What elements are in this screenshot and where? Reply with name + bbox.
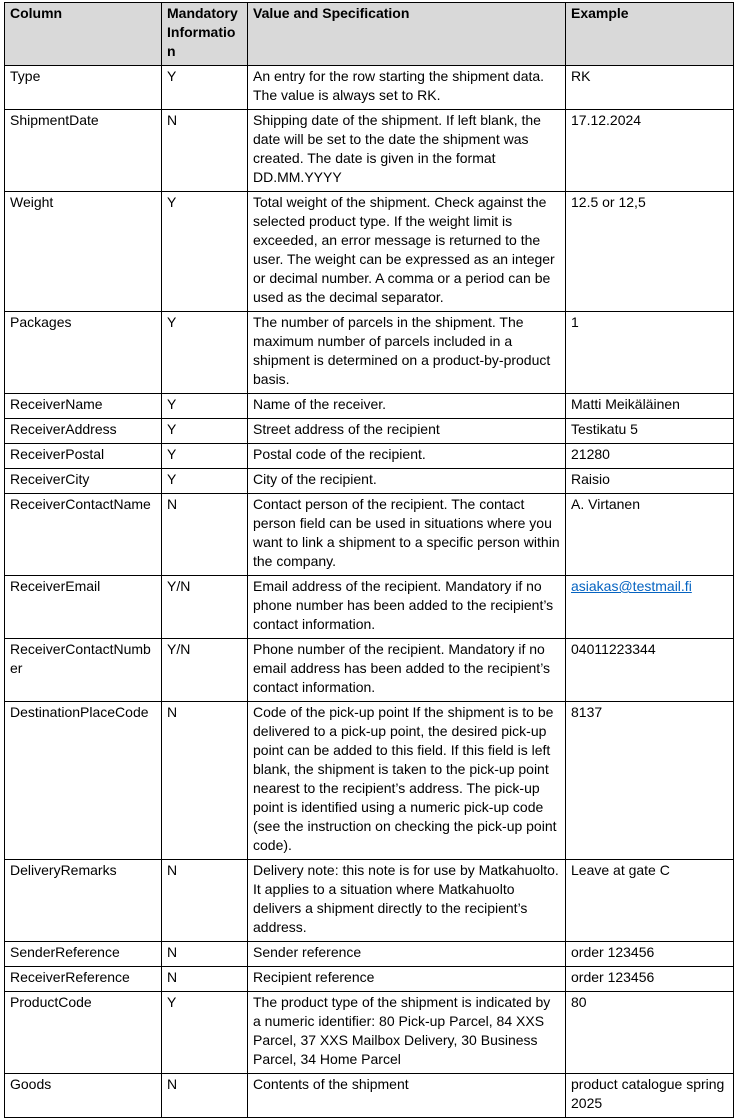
table-row <box>5 967 734 992</box>
cell-column: ReceiverName <box>5 394 162 419</box>
cell-column: ReceiverReference <box>5 967 162 992</box>
cell-column: Goods <box>5 1074 162 1118</box>
cell-value-and-specification: The product type of the shipment is indicated by a numeric identifier: 80 Pick-up Parcel, 84 XXS Parcel, 37 XXS Mailbox Delivery, 30 Business Parcel, 34 Home Parcel <box>248 992 566 1074</box>
cell-example: 04011223344 <box>566 639 734 702</box>
table-row <box>5 66 734 110</box>
cell-column: ReceiverPostal <box>5 444 162 469</box>
cell-example: 1 <box>566 312 734 394</box>
cell-example: Testikatu 5 <box>566 419 734 444</box>
header-mandatory-information: Mandatory Information <box>162 3 248 66</box>
cell-mandatory-information: Y <box>162 192 248 312</box>
header-example: Example <box>566 3 734 66</box>
table-row <box>5 110 734 192</box>
cell-value-and-specification: Sender reference <box>248 942 566 967</box>
cell-column: ReceiverAddress <box>5 419 162 444</box>
cell-mandatory-information: N <box>162 110 248 192</box>
table-row <box>5 494 734 576</box>
cell-example: 12.5 or 12,5 <box>566 192 734 312</box>
table-header-row <box>5 3 734 66</box>
header-value-and-specification: Value and Specification <box>248 3 566 66</box>
cell-example: 8137 <box>566 702 734 860</box>
cell-mandatory-information: Y <box>162 469 248 494</box>
table-body <box>5 66 734 1118</box>
table-row <box>5 576 734 639</box>
cell-value-and-specification: Shipping date of the shipment. If left blank, the date will be set to the date the shipment was created. The date is given in the format DD.MM.YYYY <box>248 110 566 192</box>
cell-mandatory-information: Y <box>162 394 248 419</box>
cell-value-and-specification: City of the recipient. <box>248 469 566 494</box>
cell-column: ReceiverContactNumber <box>5 639 162 702</box>
cell-example: Raisio <box>566 469 734 494</box>
cell-example: order 123456 <box>566 942 734 967</box>
cell-example: 17.12.2024 <box>566 110 734 192</box>
cell-mandatory-information: Y/N <box>162 639 248 702</box>
cell-column: ReceiverContactName <box>5 494 162 576</box>
cell-mandatory-information: Y/N <box>162 576 248 639</box>
cell-column: ProductCode <box>5 992 162 1074</box>
table-row <box>5 394 734 419</box>
cell-example: 80 <box>566 992 734 1074</box>
table-row <box>5 1074 734 1118</box>
email-link[interactable]: asiakas@testmail.fi <box>571 578 692 594</box>
cell-value-and-specification: Contents of the shipment <box>248 1074 566 1118</box>
cell-column: Type <box>5 66 162 110</box>
cell-value-and-specification: An entry for the row starting the shipment data. The value is always set to RK. <box>248 66 566 110</box>
cell-mandatory-information: Y <box>162 444 248 469</box>
table-row <box>5 942 734 967</box>
cell-value-and-specification: Postal code of the recipient. <box>248 444 566 469</box>
cell-mandatory-information: Y <box>162 66 248 110</box>
cell-example: A. Virtanen <box>566 494 734 576</box>
cell-example: 21280 <box>566 444 734 469</box>
table-row <box>5 639 734 702</box>
cell-example: Matti Meikäläinen <box>566 394 734 419</box>
cell-mandatory-information: Y <box>162 419 248 444</box>
table-row <box>5 992 734 1074</box>
cell-column: DeliveryRemarks <box>5 860 162 942</box>
cell-value-and-specification: Name of the receiver. <box>248 394 566 419</box>
cell-example: order 123456 <box>566 967 734 992</box>
cell-value-and-specification: Email address of the recipient. Mandatory if no phone number has been added to the recipient’s contact information. <box>248 576 566 639</box>
table-row <box>5 192 734 312</box>
cell-mandatory-information: Y <box>162 992 248 1074</box>
cell-mandatory-information: N <box>162 942 248 967</box>
cell-mandatory-information: N <box>162 702 248 860</box>
cell-column: Packages <box>5 312 162 394</box>
table-row <box>5 419 734 444</box>
cell-mandatory-information: N <box>162 1074 248 1118</box>
cell-example: RK <box>566 66 734 110</box>
cell-example <box>566 576 734 639</box>
cell-column: ReceiverEmail <box>5 576 162 639</box>
cell-column: ShipmentDate <box>5 110 162 192</box>
cell-value-and-specification: The number of parcels in the shipment. The maximum number of parcels included in a shipment is determined on a product-by-product basis. <box>248 312 566 394</box>
cell-column: DestinationPlaceCode <box>5 702 162 860</box>
header-column: Column <box>5 3 162 66</box>
shipment-fields-table <box>4 2 734 1118</box>
cell-value-and-specification: Total weight of the shipment. Check against the selected product type. If the weight limit is exceeded, an error message is returned to the user. The weight can be expressed as an integer or decimal number. A comma or a period can be used as the decimal separator. <box>248 192 566 312</box>
table-row <box>5 702 734 860</box>
cell-example: product catalogue spring 2025 <box>566 1074 734 1118</box>
cell-value-and-specification: Contact person of the recipient. The contact person field can be used in situations where you want to link a shipment to a specific person within the company. <box>248 494 566 576</box>
cell-column: SenderReference <box>5 942 162 967</box>
table-row <box>5 312 734 394</box>
cell-column: Weight <box>5 192 162 312</box>
cell-column: ReceiverCity <box>5 469 162 494</box>
cell-value-and-specification: Phone number of the recipient. Mandatory if no email address has been added to the recipient’s contact information. <box>248 639 566 702</box>
cell-value-and-specification: Delivery note: this note is for use by Matkahuolto. It applies to a situation where Matkahuolto delivers a shipment directly to the recipient’s address. <box>248 860 566 942</box>
cell-value-and-specification: Code of the pick-up point If the shipment is to be delivered to a pick-up point, the desired pick-up point can be added to this field. If this field is left blank, the shipment is taken to the pick-up point nearest to the recipient’s address. The pick-up point is identified using a numeric pick-up code (see the instruction on checking the pick-up point code). <box>248 702 566 860</box>
cell-value-and-specification: Street address of the recipient <box>248 419 566 444</box>
cell-value-and-specification: Recipient reference <box>248 967 566 992</box>
cell-mandatory-information: Y <box>162 312 248 394</box>
table-row <box>5 860 734 942</box>
cell-example: Leave at gate C <box>566 860 734 942</box>
cell-mandatory-information: N <box>162 860 248 942</box>
table-row <box>5 469 734 494</box>
table-row <box>5 444 734 469</box>
cell-mandatory-information: N <box>162 494 248 576</box>
cell-mandatory-information: N <box>162 967 248 992</box>
